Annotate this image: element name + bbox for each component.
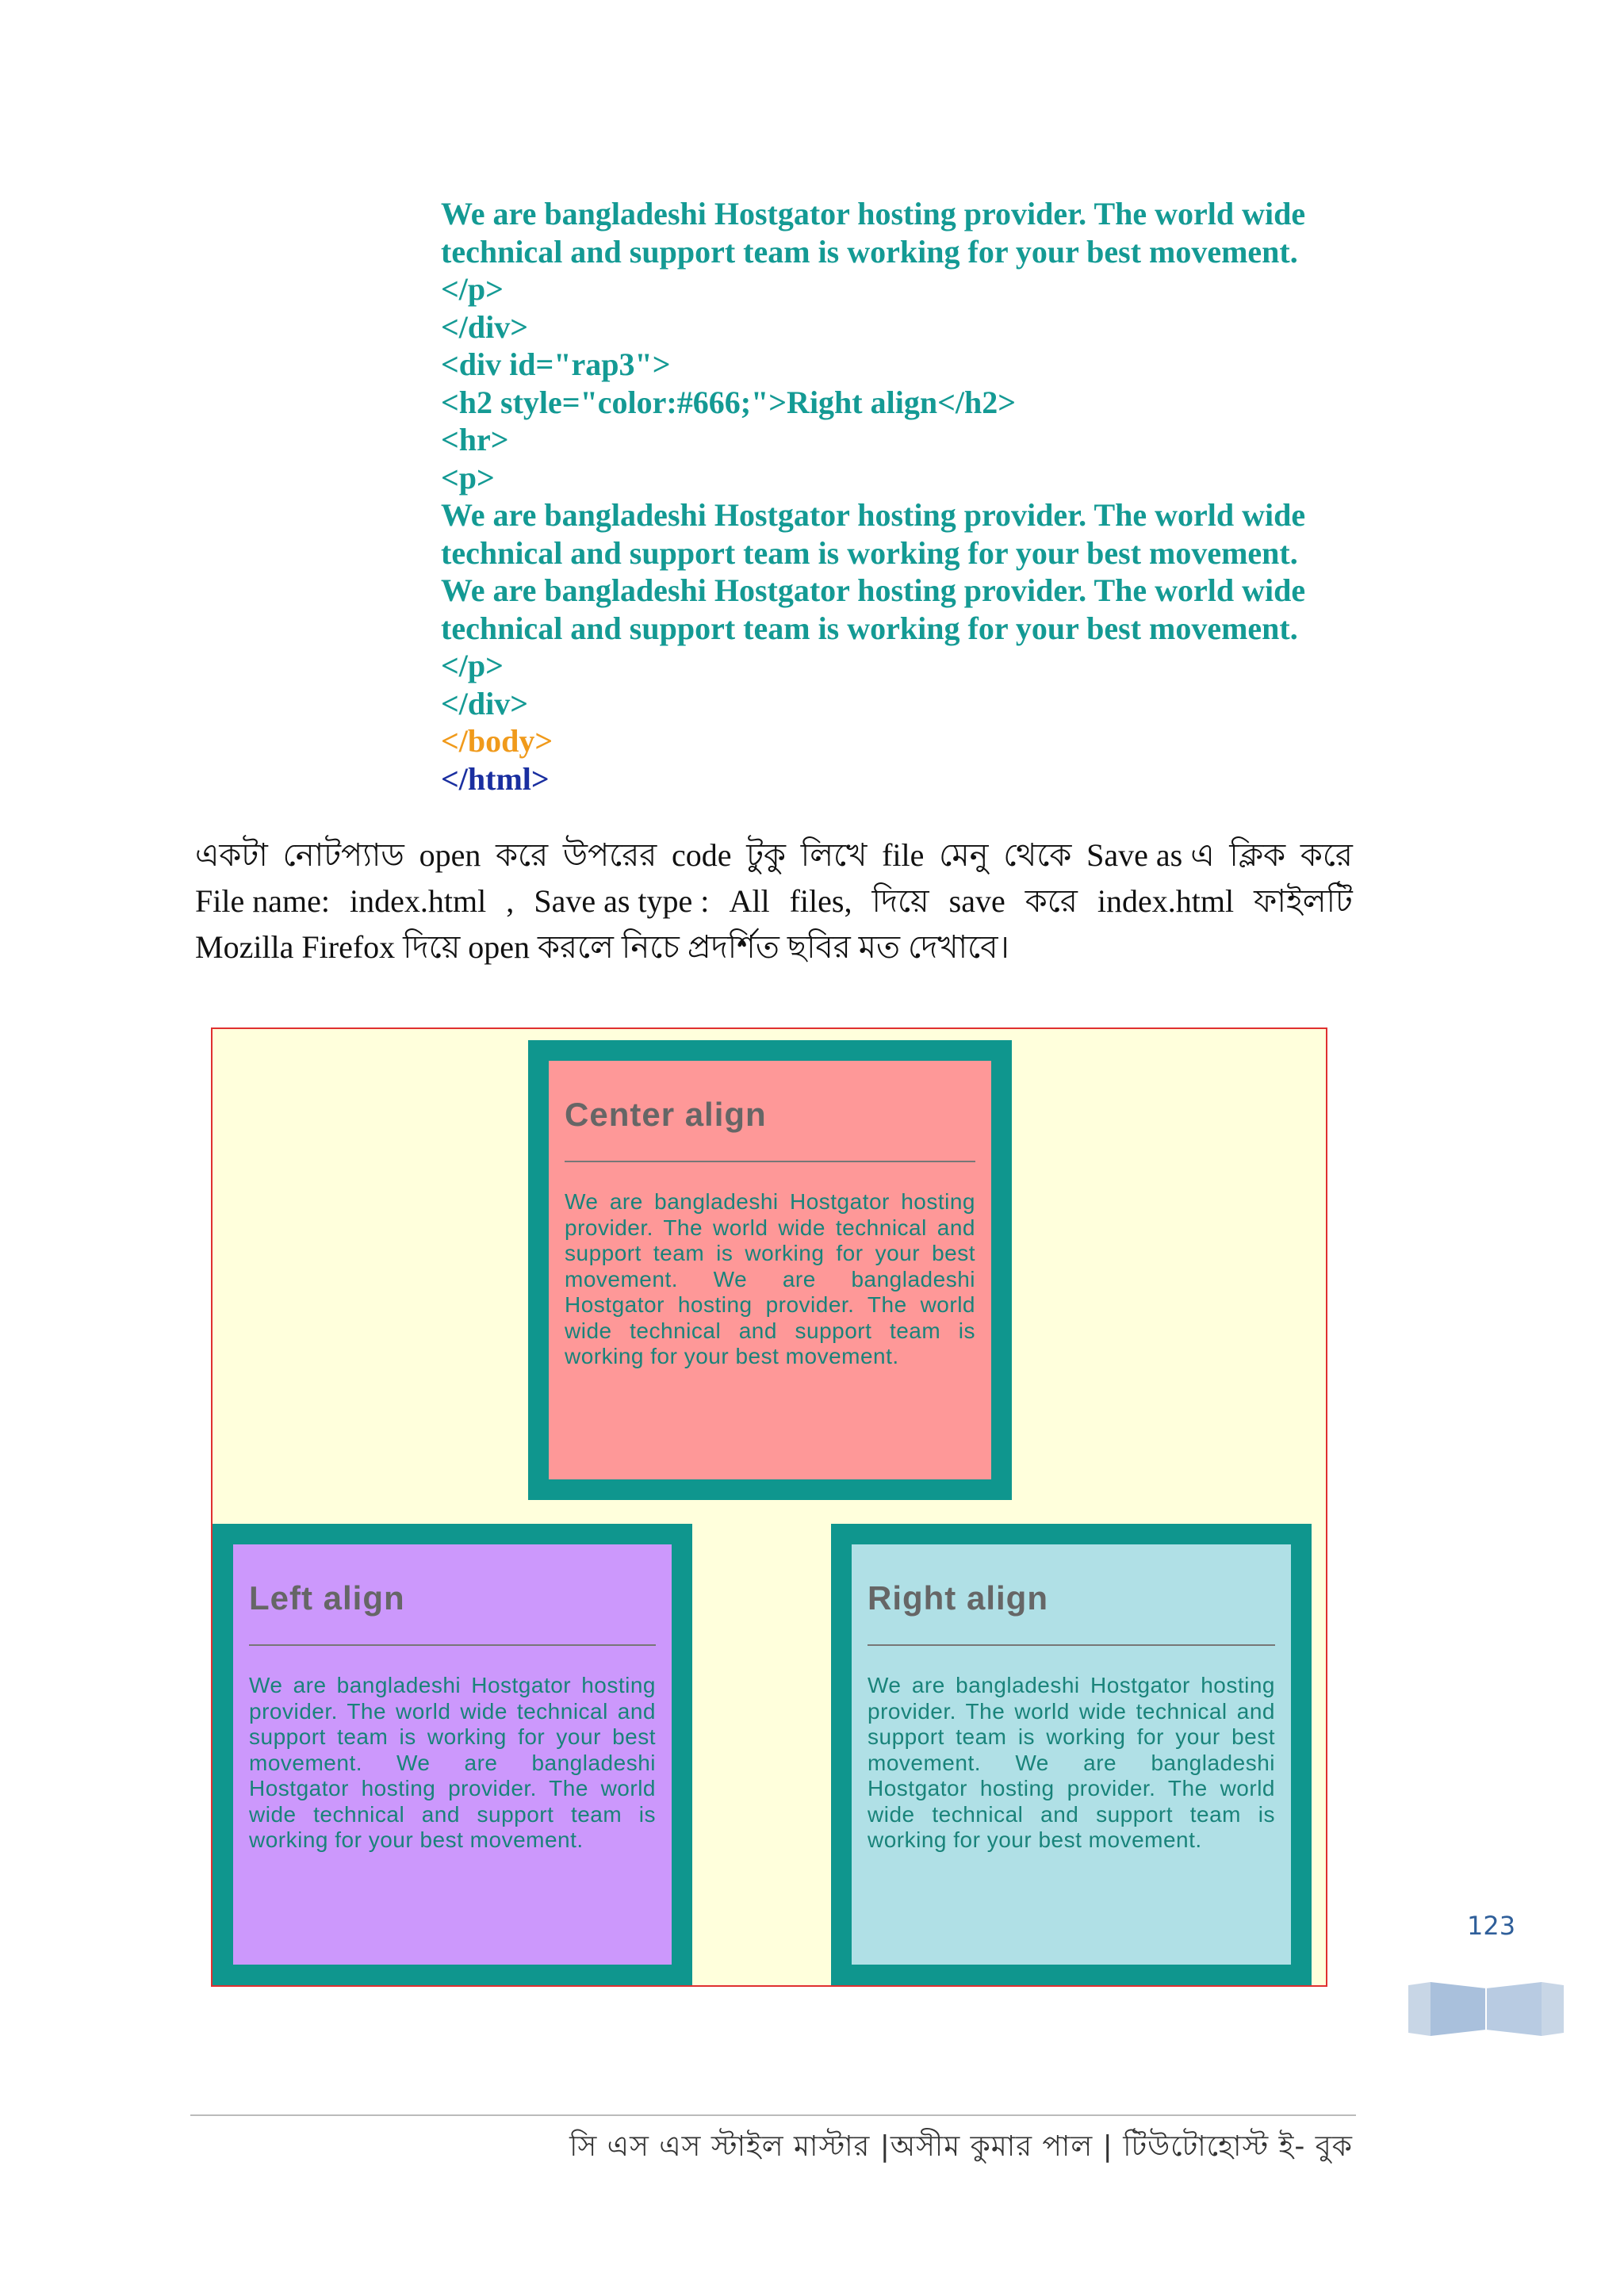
word: একটা [195, 837, 268, 873]
word: File name: [195, 883, 330, 919]
word: open [419, 837, 481, 873]
browser-output-figure [211, 1027, 1327, 1987]
center-align-heading: Center align [565, 1096, 767, 1133]
right-align-box [831, 1524, 1312, 1985]
code-line: We are bangladeshi Hostgator hosting provider. The world wide [441, 196, 1306, 232]
right-align-text: We are bangladeshi Hostgator hosting provider. The world wide technical and support team is working for your best movement. We are bangladeshi Hostgator hosting provider. The world wide technical and support team is working for your best movement. [868, 1673, 1275, 1852]
word: file [882, 837, 925, 873]
code-line-body-close: </body> [441, 723, 553, 759]
left-align-box [213, 1524, 692, 1985]
code-line: technical and support team is working for your best movement. [441, 534, 1298, 571]
horizontal-rule [868, 1644, 1275, 1646]
word: Save as এ [1086, 837, 1215, 873]
instruction-paragraph [195, 832, 1353, 970]
footer-divider [190, 2114, 1356, 2116]
code-line: <h2 style="color:#666;">Right align</h2> [441, 384, 1017, 420]
code-line: <div id="rap3"> [441, 346, 671, 382]
word: Save as type : [534, 883, 710, 919]
code-line: <p> [441, 459, 495, 496]
center-align-text: We are bangladeshi Hostgator hosting provider. The world wide technical and support team is working for your best movement. We are bangladeshi Hostgator hosting provider. The world wide technical and support team is working for your best movement. [565, 1189, 975, 1368]
code-line: </p> [441, 271, 504, 307]
word: save [948, 883, 1005, 919]
paragraph-line-1 [195, 832, 1353, 878]
paragraph-line-3: Mozilla Firefox দিয়ে open করলে নিচে প্রদর্শিত ছবির মত দেখাবে। [195, 929, 1009, 965]
left-align-content [233, 1544, 672, 1965]
word: থেকে [1003, 837, 1072, 873]
horizontal-rule [565, 1161, 975, 1162]
horizontal-rule [249, 1644, 656, 1646]
word: ক্লিক [1229, 837, 1286, 873]
word: নোটপ্যাড [282, 837, 404, 873]
word: All [729, 883, 770, 919]
word: index.html [1097, 883, 1235, 919]
code-line: <hr> [441, 422, 509, 457]
word: মেনু [939, 837, 989, 873]
word: লিখে [800, 837, 868, 873]
center-align-box [528, 1040, 1012, 1500]
page-footer: সি এস এস স্টাইল মাস্টার |অসীম কুমার পাল | টিউটোহোস্ট ই- বুক [569, 2130, 1353, 2163]
code-line-html-close: </html> [441, 760, 550, 797]
word: করে [496, 837, 549, 873]
word: files, [789, 883, 852, 919]
code-listing [441, 195, 1377, 798]
word: index.html [350, 883, 487, 919]
paragraph-line-2 [195, 878, 1353, 924]
word: টুকু [746, 837, 787, 873]
center-align-content [549, 1061, 991, 1479]
code-line: We are bangladeshi Hostgator hosting provider. The world wide [441, 497, 1306, 533]
code-line: technical and support team is working for your best movement. [441, 610, 1298, 646]
word: করে [1025, 883, 1078, 919]
code-line: We are bangladeshi Hostgator hosting provider. The world wide [441, 572, 1306, 608]
word: দিয়ে [871, 883, 929, 919]
code-line: technical and support team is working for your best movement. [441, 233, 1298, 270]
right-align-heading: Right align [868, 1579, 1048, 1617]
code-line: </div> [441, 685, 529, 721]
ribbon-decoration-icon [1408, 1979, 1564, 2039]
code-line: </p> [441, 648, 504, 683]
page-number: 123 [1467, 1911, 1516, 1941]
word: উপরের [562, 837, 657, 873]
left-align-text: We are bangladeshi Hostgator hosting provider. The world wide technical and support team is working for your best movement. We are bangladeshi Hostgator hosting provider. The world wide technical and support team is working for your best movement. [249, 1673, 656, 1852]
word: ফাইলটি [1254, 883, 1353, 919]
word: code [672, 837, 732, 873]
code-line: </div> [441, 308, 529, 345]
word: করে [1300, 837, 1353, 873]
left-align-heading: Left align [249, 1579, 405, 1617]
right-align-content [852, 1544, 1291, 1965]
word: , [506, 883, 515, 919]
